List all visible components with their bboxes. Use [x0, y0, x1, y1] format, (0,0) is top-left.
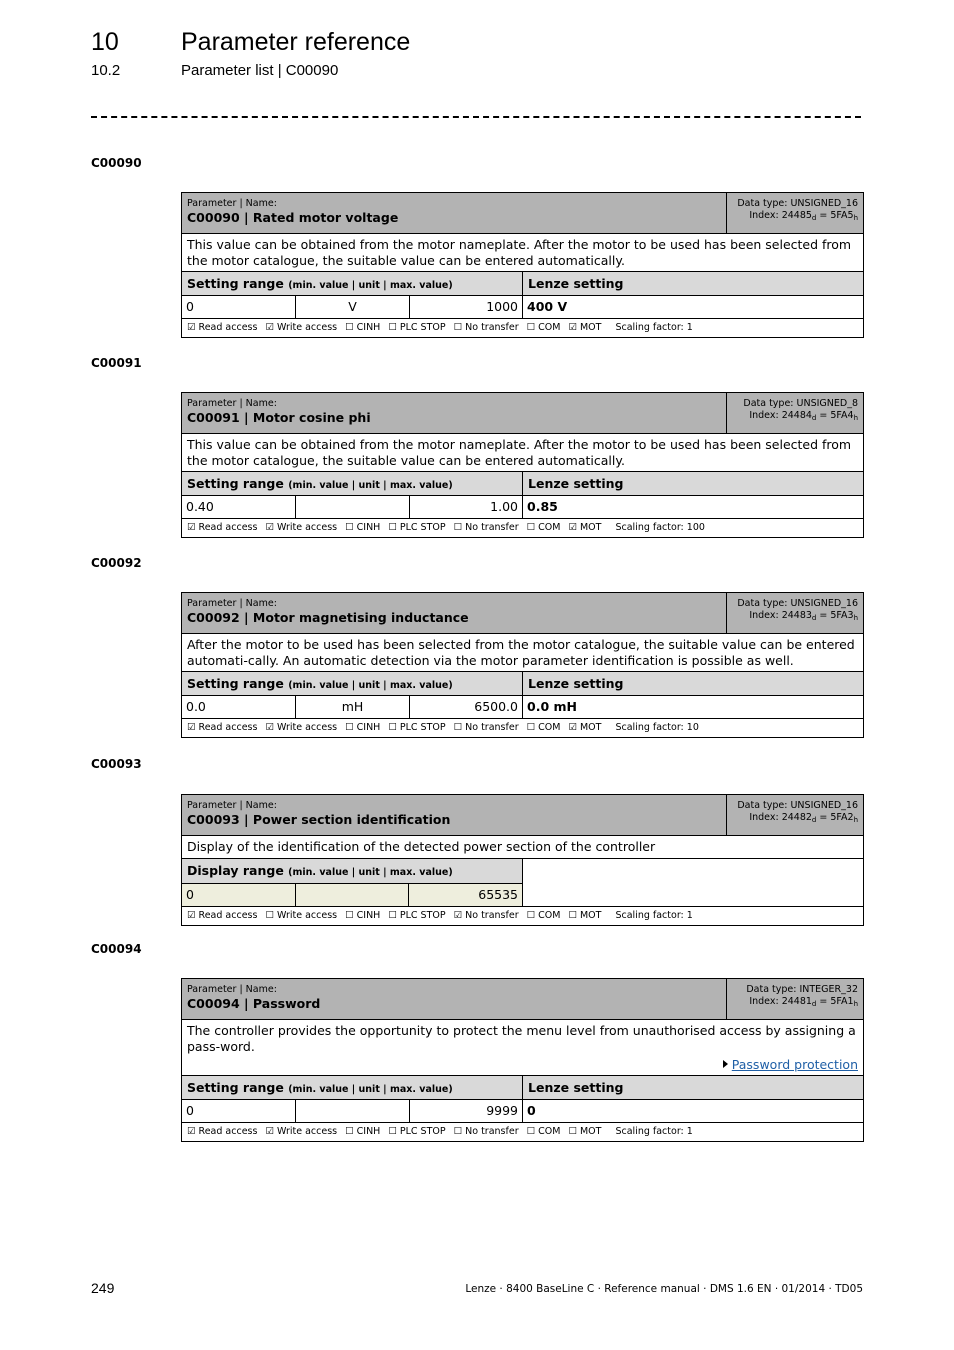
- min-value: 0: [182, 1100, 296, 1122]
- min-value: 0: [182, 884, 296, 906]
- param-index: Index: $24482_d = 5FA2_h$: [749, 812, 858, 824]
- range-header: [182, 271, 863, 295]
- section-label-c00090: C00090: [91, 156, 142, 170]
- lenze-value: 0.0 mH: [527, 699, 577, 714]
- min-value: 0.0: [182, 696, 296, 718]
- flag-cinh: ☐ CINH: [345, 722, 381, 733]
- flag-plc-stop: ☐ PLC STOP: [388, 322, 446, 333]
- unit-value: mH: [296, 696, 410, 718]
- scaling-factor: Scaling factor: 100: [615, 522, 705, 533]
- flags-row: [182, 718, 863, 737]
- param-index: Index: $24483_d = 5FA3_h$: [749, 610, 858, 622]
- chapter-title: Parameter reference: [181, 28, 411, 56]
- range-hint: (min. value | unit | max. value): [288, 866, 453, 878]
- section-title: Parameter list | C00090: [181, 62, 339, 79]
- flag-read-access: ☑ Read access: [187, 722, 258, 733]
- lenze-setting-label: Lenze setting: [528, 276, 624, 291]
- param-name-label: Parameter | Name:: [187, 598, 277, 609]
- flag-write-access: ☐ Write access: [265, 909, 338, 921]
- flag-mot: ☑ MOT: [568, 722, 602, 733]
- flag-com: ☐ COM: [526, 1126, 561, 1137]
- footer-info: Lenze · 8400 BaseLine C · Reference manual · DMS 1.6 EN · 01/2014 · TD05: [465, 1283, 863, 1295]
- param-index: Index: $24485_d = 5FA5_h$: [749, 210, 858, 222]
- range-values: [182, 883, 522, 906]
- flag-write-access: ☑ Write access: [265, 1126, 338, 1137]
- flag-cinh: ☐ CINH: [345, 909, 381, 921]
- chapter-number: 10: [91, 28, 119, 56]
- max-value: 65535: [409, 884, 522, 906]
- unit-value: [296, 884, 410, 906]
- lenze-value: 400 V: [527, 299, 568, 314]
- flag-read-access: ☑ Read access: [187, 322, 258, 333]
- lenze-setting-label: Lenze setting: [528, 1080, 624, 1095]
- param-header: [182, 979, 863, 1019]
- flags-row: [182, 518, 863, 537]
- empty-cell: [523, 859, 863, 906]
- flag-com: ☐ COM: [526, 322, 561, 333]
- flag-no-transfer: ☐ No transfer: [453, 722, 519, 733]
- flag-write-access: ☑ Write access: [265, 522, 338, 533]
- display-range-body: [182, 858, 863, 906]
- scaling-factor: Scaling factor: 1: [615, 1126, 693, 1137]
- flag-plc-stop: ☐ PLC STOP: [388, 909, 446, 921]
- data-type: Data type: UNSIGNED_16: [737, 198, 858, 209]
- flag-read-access: ☑ Read access: [187, 1126, 258, 1137]
- range-hint: (min. value | unit | max. value): [288, 480, 453, 491]
- flag-cinh: ☐ CINH: [345, 322, 381, 333]
- setting-range-label: Setting range: [187, 276, 284, 291]
- param-table-c00092: [181, 592, 864, 738]
- param-header: [182, 193, 863, 233]
- section-number: 10.2: [91, 62, 121, 79]
- scaling-factor: Scaling factor: 1: [615, 322, 693, 333]
- unit-value: [296, 496, 410, 518]
- data-type: Data type: INTEGER_32: [746, 984, 858, 995]
- max-value: 6500.0: [410, 696, 523, 718]
- scaling-factor: Scaling factor: 1: [615, 909, 693, 921]
- flag-mot: ☑ MOT: [568, 322, 602, 333]
- flag-no-transfer: ☐ No transfer: [453, 322, 519, 333]
- setting-range-label: Setting range: [187, 476, 284, 491]
- param-header: [182, 393, 863, 433]
- lenze-setting-label: Lenze setting: [528, 476, 624, 491]
- param-name-label: Parameter | Name:: [187, 800, 277, 811]
- flag-cinh: ☐ CINH: [345, 1126, 381, 1137]
- lenze-setting-label: Lenze setting: [528, 676, 624, 691]
- flag-mot: ☐ MOT: [568, 909, 602, 921]
- unit-value: V: [296, 296, 410, 318]
- range-values: [182, 695, 863, 718]
- param-index: Index: $24484_d = 5FA4_h$: [749, 410, 858, 422]
- param-name: C00094 | Password: [187, 996, 321, 1011]
- range-header: [182, 859, 522, 883]
- flag-plc-stop: ☐ PLC STOP: [388, 1126, 446, 1137]
- header-divider: [91, 116, 861, 118]
- range-values: [182, 1099, 863, 1122]
- flag-no-transfer: ☐ No transfer: [453, 522, 519, 533]
- flag-mot: ☐ MOT: [568, 1126, 602, 1137]
- min-value: 0: [182, 296, 296, 318]
- param-description: Display of the identification of the detected power section of the controller: [187, 839, 656, 854]
- flag-no-transfer: ☐ No transfer: [453, 1126, 519, 1137]
- param-name: C00090 | Rated motor voltage: [187, 210, 399, 225]
- max-value: 1.00: [410, 496, 523, 518]
- setting-range-label: Setting range: [187, 676, 284, 691]
- max-value: 1000: [410, 296, 523, 318]
- param-description: The controller provides the opportunity to protect the menu level from unauthorised access by assigning a pass-word.: [187, 1023, 856, 1054]
- page-number: 249: [91, 1280, 115, 1296]
- range-header: [182, 1075, 863, 1099]
- data-type: Data type: UNSIGNED_8: [743, 398, 858, 409]
- range-hint: (min. value | unit | max. value): [288, 680, 453, 691]
- scaling-factor: Scaling factor: 10: [615, 722, 699, 733]
- flags-row: [182, 318, 863, 337]
- param-description: After the motor to be used has been selected from the motor catalogue, the suitable value can be entered automati-cally. An automatic detection via the motor parameter identification is possible as well.: [187, 637, 855, 668]
- param-table-c00090: [181, 192, 864, 338]
- flag-cinh: ☐ CINH: [345, 522, 381, 533]
- data-type: Data type: UNSIGNED_16: [737, 598, 858, 609]
- display-range-label: Display range: [187, 862, 284, 878]
- param-table-c00094: [181, 978, 864, 1142]
- range-hint: (min. value | unit | max. value): [288, 280, 453, 291]
- data-type: Data type: UNSIGNED_16: [737, 800, 858, 811]
- flag-plc-stop: ☐ PLC STOP: [388, 722, 446, 733]
- lenze-value: 0: [527, 1103, 536, 1118]
- flag-no-transfer: ☑ No transfer: [453, 909, 519, 921]
- section-label-c00092: C00092: [91, 556, 142, 570]
- section-label-c00091: C00091: [91, 356, 142, 370]
- flag-com: ☐ COM: [526, 722, 561, 733]
- param-header: [182, 795, 863, 835]
- range-header: [182, 471, 863, 495]
- link-row: [182, 1057, 863, 1075]
- param-index: Index: $24481_d = 5FA1_h$: [749, 996, 858, 1008]
- flag-read-access: ☑ Read access: [187, 522, 258, 533]
- flag-com: ☐ COM: [526, 909, 561, 921]
- flags-row: [182, 906, 863, 925]
- param-name-label: Parameter | Name:: [187, 984, 277, 995]
- password-protection-link[interactable]: Password protection: [731, 1057, 858, 1072]
- param-table-c00093: [181, 794, 864, 926]
- range-values: [182, 295, 863, 318]
- param-name-label: Parameter | Name:: [187, 398, 277, 409]
- flags-row: [182, 1122, 863, 1141]
- flag-write-access: ☑ Write access: [265, 322, 338, 333]
- flag-read-access: ☑ Read access: [187, 909, 258, 921]
- min-value: 0.40: [182, 496, 296, 518]
- param-name: C00091 | Motor cosine phi: [187, 410, 371, 425]
- param-name-label: Parameter | Name:: [187, 198, 277, 209]
- range-header: [182, 671, 863, 695]
- max-value: 9999: [410, 1100, 523, 1122]
- param-description: This value can be obtained from the motor nameplate. After the motor to be used has been selected from the motor catalogue, the suitable value can be entered automatically.: [187, 237, 852, 268]
- param-header: [182, 593, 863, 633]
- flag-write-access: ☑ Write access: [265, 722, 338, 733]
- setting-range-label: Setting range: [187, 1080, 284, 1095]
- param-description: This value can be obtained from the motor nameplate. After the motor to be used has been selected from the motor catalogue, the suitable value can be entered automatically.: [187, 437, 852, 468]
- flag-plc-stop: ☐ PLC STOP: [388, 522, 446, 533]
- range-hint: (min. value | unit | max. value): [288, 1084, 453, 1095]
- flag-mot: ☑ MOT: [568, 522, 602, 533]
- lenze-value: 0.85: [527, 499, 558, 514]
- section-label-c00094: C00094: [91, 942, 142, 956]
- unit-value: [296, 1100, 410, 1122]
- section-label-c00093: C00093: [91, 757, 142, 771]
- arrow-right-icon: [723, 1060, 728, 1068]
- range-values: [182, 495, 863, 518]
- param-name: C00093 | Power section identification: [187, 812, 451, 827]
- param-table-c00091: [181, 392, 864, 538]
- flag-com: ☐ COM: [526, 522, 561, 533]
- param-name: C00092 | Motor magnetising inductance: [187, 610, 469, 625]
